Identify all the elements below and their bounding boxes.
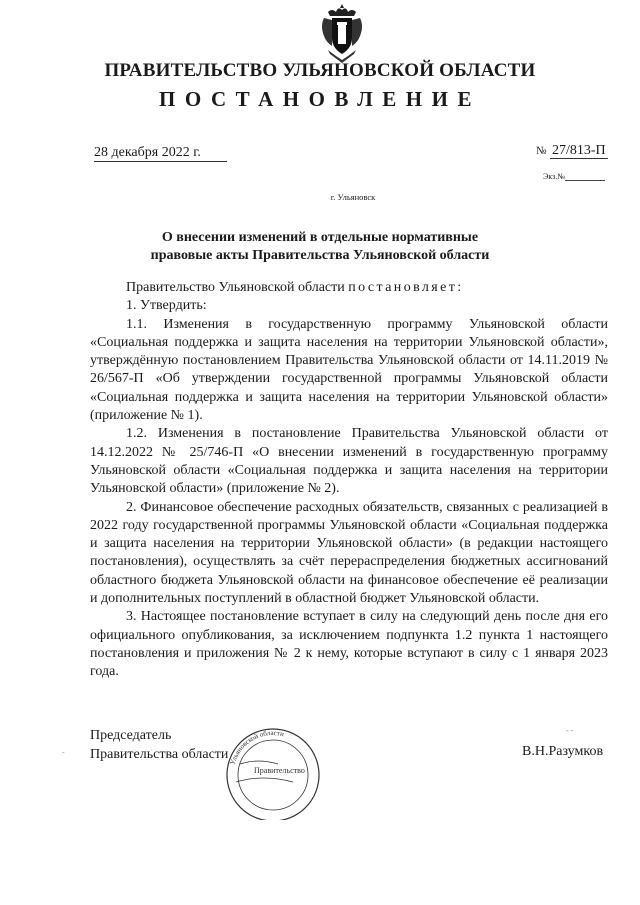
paragraph-1-2: 1.2. Изменения в постановление Правительства Ульяновской области от 14.12.2022 № 25/746-П «О внесении изменений в государственную программу Ульяновской области «Социальная поддержка и защита населения на территории Ульяновской области» (приложение № 2). <box>90 426 608 497</box>
paragraph-1-1: 1.1. Изменения в государственную программу Ульяновской области «Социальная поддержка и защита населения на территории Ульяновской области», утверждённую постановлением Правительства Ульяновской области от 14.11.2019 № 26/567-П «Об утверждении государственной программы Ульяновской области «Социальная поддержка и защита населения на территории Ульяновской области» (приложение № 1). <box>90 316 608 424</box>
stamp-inner-text: Правительство <box>254 766 305 775</box>
margin-mark: - <box>62 748 65 757</box>
signature-title-line-1: Председатель <box>90 728 172 743</box>
signature-title-line-2: Правительства области <box>90 747 229 762</box>
signature-title <box>90 726 228 764</box>
intro-word: постановляет: <box>348 280 464 295</box>
number-value: 27/813-П <box>552 143 606 158</box>
paragraph-3: 3. Настоящее постановление вступает в силу на следующий день после дня его официального опубликования, за исключением подпункта 1.2 пункта 1 настоящего постановления и приложения № 2 к нему, которые вступают в силу с 1 января 2023 года. <box>90 609 608 680</box>
copy-number <box>543 172 605 181</box>
margin-mark: - - <box>566 726 574 735</box>
official-stamp <box>218 720 328 820</box>
document-date: 28 декабря 2022 г. <box>94 144 227 162</box>
stamp-outer-text: Ульяновской области <box>228 728 285 766</box>
paragraph-1: 1. Утвердить: <box>126 298 207 314</box>
document-number <box>536 143 608 159</box>
document-body <box>90 279 608 682</box>
coat-of-arms-icon <box>318 2 366 64</box>
body-intro <box>90 279 608 297</box>
number-sign: № <box>536 145 547 157</box>
document-subject <box>0 229 640 265</box>
copy-label: Экз.№ <box>543 172 565 181</box>
paragraph-2: 2. Финансовое обеспечение расходных обязательств, связанных с реализацией в 2022 году государственной программы Ульяновской области «Социальная поддержка и защита населения на территории Ульяновской области» (в редакции настоящего постановления), осуществлять за счёт перераспределения бюджетных ассигнований областного бюджета Ульяновской области на финансовое обеспечение её реализации и дополнительных поступлений в областной бюджет Ульяновской области. <box>90 499 608 607</box>
city: г. Ульяновск <box>330 192 376 202</box>
svg-text:Ульяновской области <box>228 729 284 766</box>
subject-line-1: О внесении изменений в отдельные нормативные <box>161 230 479 245</box>
signatory-name: В.Н.Разумков <box>522 744 604 759</box>
intro-prefix: Правительство Ульяновской области <box>126 280 345 295</box>
document-type: ПОСТАНОВЛЕНИЕ <box>159 87 481 111</box>
government-title: ПРАВИТЕЛЬСТВО УЛЬЯНОВСКОЙ ОБЛАСТИ <box>104 60 536 81</box>
copy-line <box>565 180 605 181</box>
subject-line-2: правовые акты Правительства Ульяновской области <box>150 248 490 263</box>
